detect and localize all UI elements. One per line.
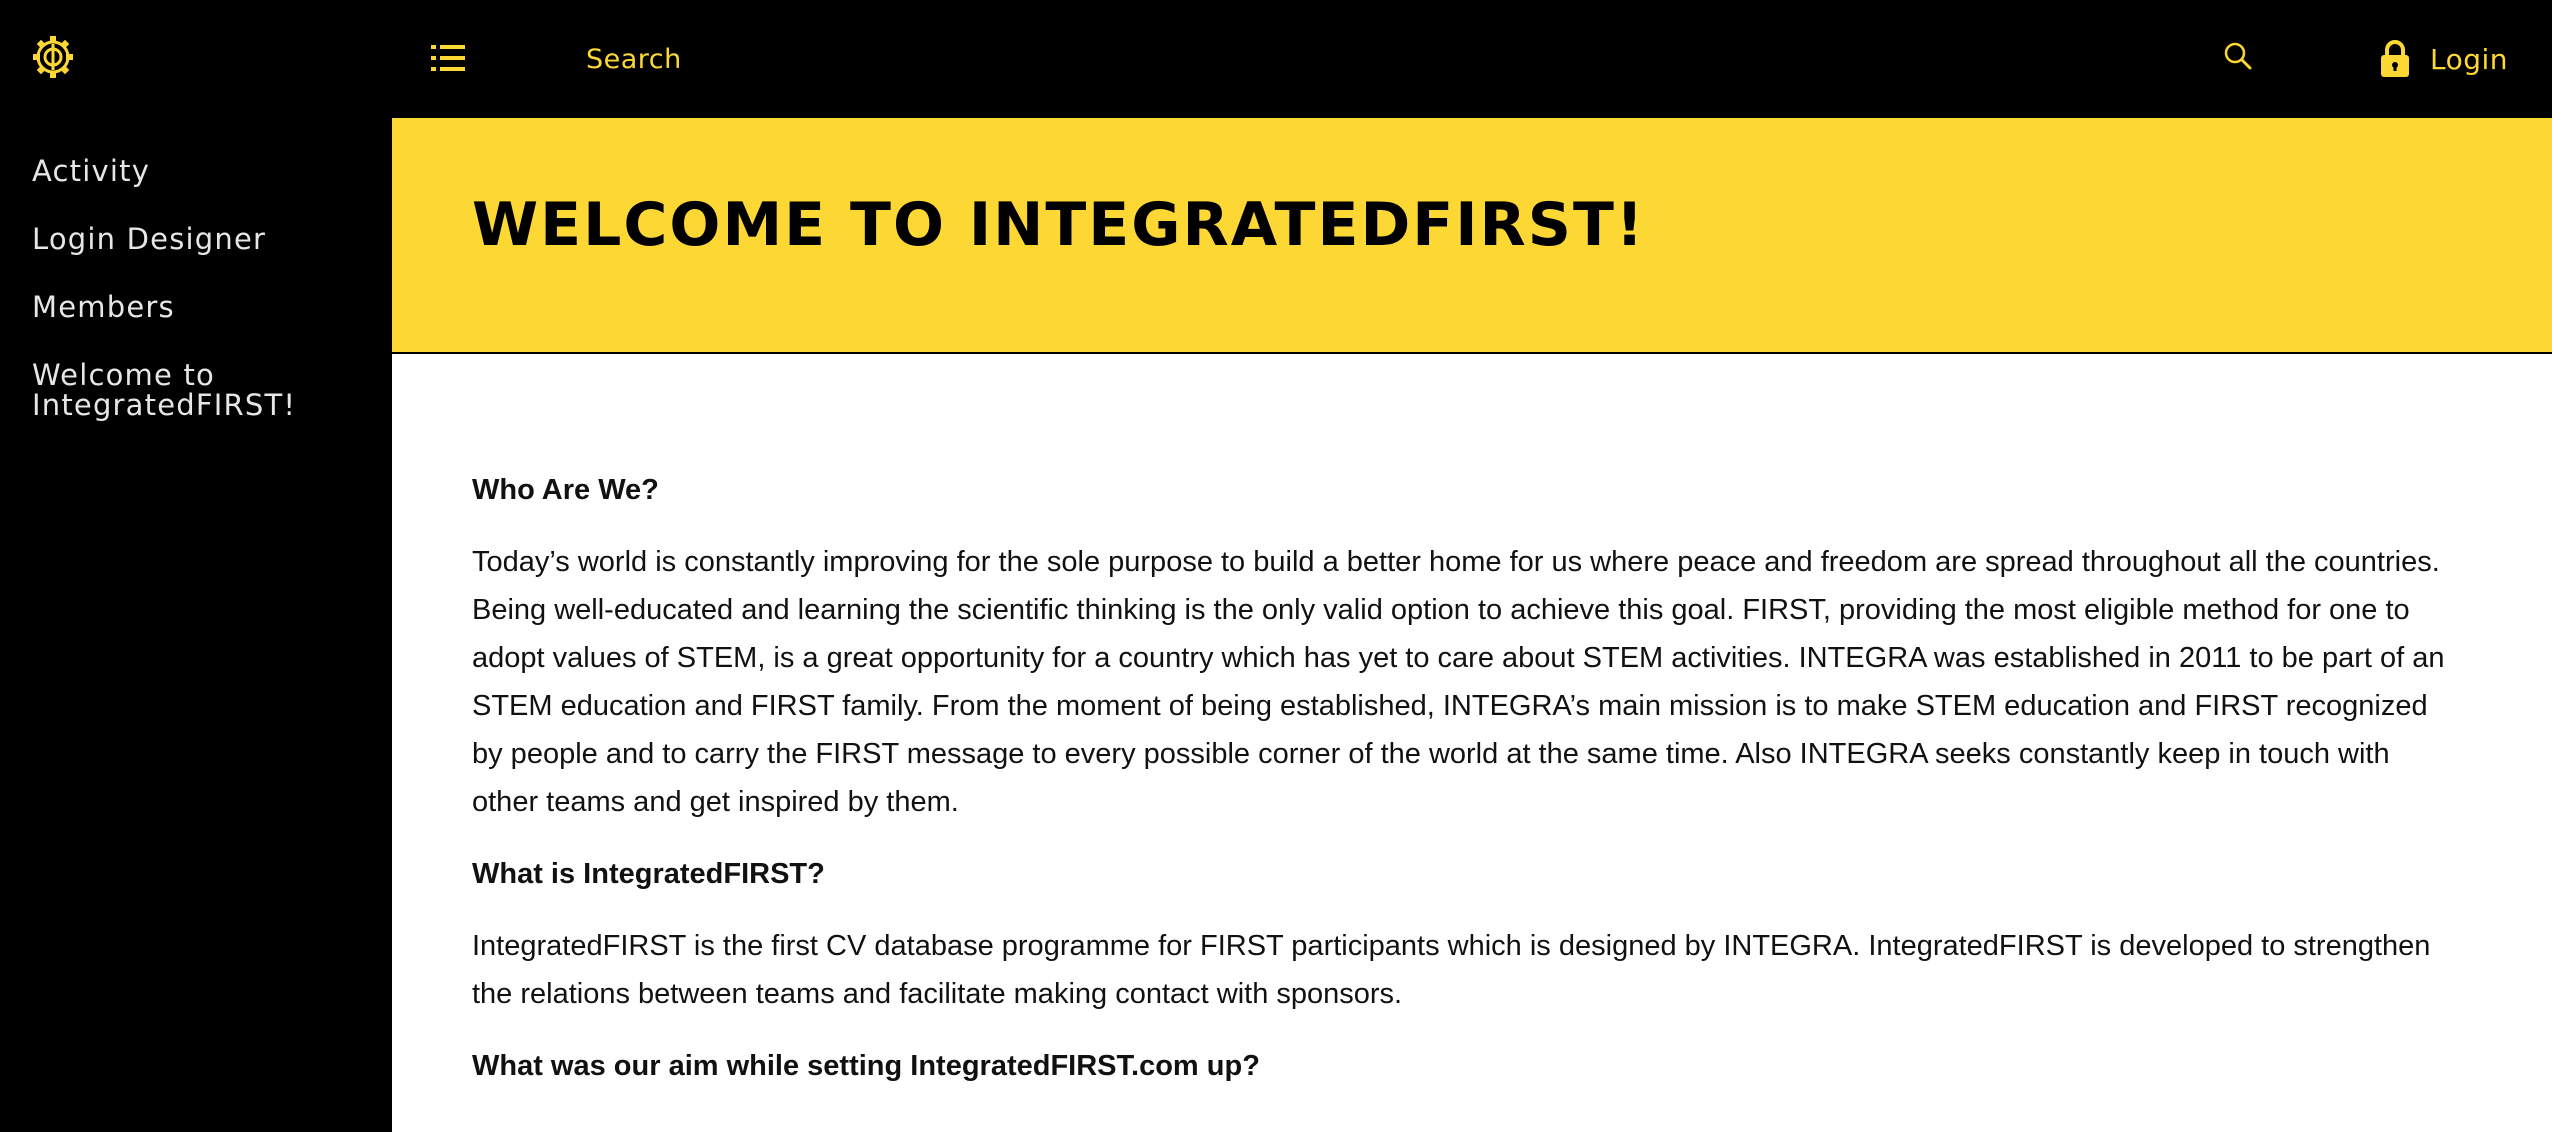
section-body-what: IntegratedFIRST is the first CV database programme for FIRST participants which is designed by INTEGRA. IntegratedFIRST is developed to strengthen the relations between teams and facilitate making contact with sponsors. <box>472 930 2431 1010</box>
gear-logo-icon[interactable] <box>30 30 76 84</box>
login-button[interactable] <box>2380 36 2508 82</box>
lock-icon <box>2380 40 2410 78</box>
menu-button[interactable] <box>428 38 468 78</box>
sidebar <box>0 118 392 1132</box>
login-label: Login <box>2430 42 2509 76</box>
section-heading-what: What is IntegratedFIRST? <box>472 858 825 890</box>
search-link[interactable]: Search <box>586 44 682 75</box>
article <box>472 466 2462 1114</box>
sidebar-item-activity[interactable]: Activity <box>32 154 151 188</box>
page-title: WELCOME TO INTEGRATEDFIRST! <box>472 190 1646 260</box>
main-content <box>392 118 2552 1132</box>
list-icon <box>431 44 465 72</box>
sidebar-item-welcome[interactable]: Welcome to IntegratedFIRST! <box>32 358 297 422</box>
sidebar-item-members[interactable]: Members <box>32 290 175 324</box>
search-icon[interactable] <box>2222 40 2254 72</box>
section-heading-aim: What was our aim while setting IntegratedFIRST.com up? <box>472 1050 1260 1082</box>
title-banner <box>392 118 2552 354</box>
section-body-who: Today’s world is constantly improving for the sole purpose to build a better home for us where peace and freedom are spread throughout all the countries. Being well-educated and learning the scientific thinking is the only valid option to achieve this goal. FIRST, providing the most eligible method for one to adopt values of STEM, is a great opportunity for a country which has yet to care about STEM activities. INTEGRA was established in 2011 to be part of an STEM education and FIRST family. From the moment of being established, INTEGRA’s main mission is to make STEM education and FIRST recognized by people and to carry the FIRST message to every possible corner of the world at the same time. Also INTEGRA seeks constantly keep in touch with other teams and get inspired by them. <box>472 546 2445 818</box>
top-bar <box>0 0 2552 118</box>
sidebar-item-login-designer[interactable]: Login Designer <box>32 222 267 256</box>
section-heading-who: Who Are We? <box>472 474 659 506</box>
